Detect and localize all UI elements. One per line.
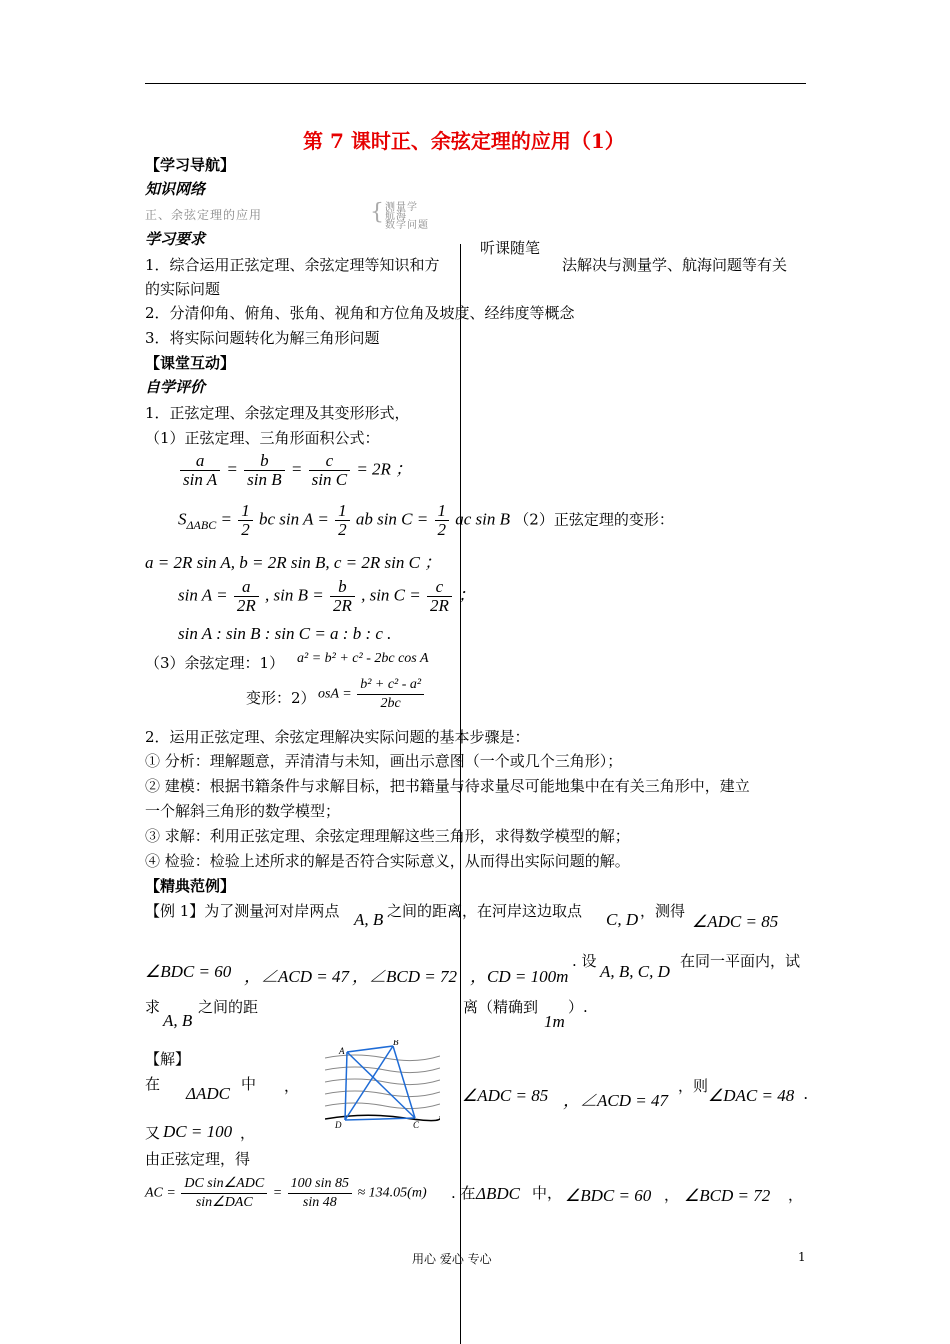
frac-den: 2 [241, 520, 250, 539]
area-formula: $S_{\Delta ABC}$ = $\frac{1}{2}$ bc sin A = $\frac{1}{2}$ ab sin C = $\frac{1}{2}$ ac sin B （2）正弦定理的变形： [178, 501, 674, 539]
frac-den: 2 [437, 520, 446, 539]
classroom-heading: 【课堂互动】 [145, 354, 236, 372]
network-item: 数学问题 [385, 220, 429, 231]
requirements-heading: 学习要求 [145, 230, 206, 248]
solution-text: 由正弦定理，得 [145, 1150, 251, 1168]
example-points-CD: C, D [606, 910, 639, 929]
solution-text: 中， [532, 1184, 563, 1202]
question-1-1: （1）正弦定理、三角形面积公式： [145, 429, 380, 447]
network-left-label: 正、余弦定理的应用 [145, 208, 263, 222]
question-2: 2．运用正弦定理、余弦定理解决实际问题的基本步骤是： [145, 728, 530, 746]
fig-label-C: C [413, 1120, 420, 1130]
points-ABCD: A, B, C, D [600, 962, 670, 981]
frac-num: b² + c² - a² [357, 676, 424, 695]
given-angle-BDC: ∠BDC = 60 [565, 1186, 652, 1205]
frac-den: sin C [311, 470, 348, 489]
sinA-lhs: sin A = [178, 585, 228, 605]
length-DC: DC = 100 [163, 1122, 233, 1141]
angle-ACD: ，∠ACD = 47 [244, 967, 349, 986]
example-text: 之间的距 [198, 998, 259, 1016]
frac-den: 2 [338, 520, 347, 539]
frac-den: sin 48 [302, 1195, 337, 1210]
sine-law-formula: $\frac{a}{\text{sin A}}$ = $\frac{b}{\text{sin B}}$ = $\frac{c}{\text{sin C}}$ = 2R ； [178, 452, 412, 489]
angle-BDC: ∠BDC = 60 [145, 962, 232, 981]
step-checking: ④ 检验：检验上述所求的解是否符合实际意义，从而得出实际问题的解。 [145, 852, 630, 870]
requirement-1-part3: 的实际问题 [145, 280, 221, 298]
step-solving: ③ 求解：利用正弦定理、余弦定理理解这些三角形，求得数学模型的解； [145, 827, 630, 845]
section-nav-heading: 【学习导航】 [145, 156, 236, 174]
brace-icon: { [370, 200, 385, 225]
ac-result: ≈ 134.05(m) [357, 1185, 427, 1201]
example-points-AB: A, B [354, 910, 384, 929]
sine-law-variation-1: a = 2R sin A, b = 2R sin B, c = 2R sin C ； [145, 553, 442, 572]
question-1: 1．正弦定理、余弦定理及其变形形式， [145, 404, 410, 422]
knowledge-network-heading: 知识网络 [145, 180, 206, 198]
given-angle-ACD: ，∠ACD = 47 [563, 1091, 668, 1110]
step-analysis: ① 分析：理解题意，弄清清与未知，画出示意图（一个或几个三角形）； [145, 752, 623, 770]
page-number: 1 [798, 1250, 806, 1264]
requirement-1-part1: 1．综合运用正弦定理、余弦定理等知识和方 [145, 256, 440, 274]
solution-text: 中 [241, 1075, 257, 1093]
solution-text: ，则 [678, 1077, 709, 1095]
fig-label-D: D [335, 1120, 342, 1130]
solution-text: . 在 [451, 1184, 476, 1202]
area-subscript: ΔABC [186, 517, 217, 532]
frac-den: sin B [247, 470, 282, 489]
solution-text: ， [788, 1186, 804, 1204]
triangle-BDC: ΔBDC [476, 1184, 520, 1203]
solution-text: ， [664, 1186, 680, 1204]
cosine-law-label: （3）余弦定理：1） [145, 654, 285, 672]
frac-num: c [309, 452, 350, 471]
fig-label-B: B [393, 1040, 399, 1047]
frac-num: 100 sin 85 [288, 1175, 352, 1194]
sine-law-variation-2 [178, 578, 475, 615]
solution-text: ， [240, 1124, 256, 1142]
ac-formula: AC = $\frac{\text{DC sin∠ADC}}{\text{sin∠DAC}}$ = $\frac{100 \sin 85}{\sin 48}$ ≈ 134.05(m) [145, 1176, 427, 1210]
frac-num: 1 [238, 502, 253, 521]
header-rule [145, 83, 806, 84]
examples-heading: 【精典范例】 [145, 877, 236, 895]
frac-num: b [330, 578, 355, 597]
example-text: ）. [568, 998, 588, 1016]
requirement-1-part2: 法解决与测量学、航海问题等有关 [562, 256, 788, 274]
area-symbol: S [178, 509, 187, 529]
example-text: 之间的距离，在河岸这边取点 [387, 902, 583, 920]
cosine-law-formula: a² = b² + c² - 2bc cos A [297, 651, 429, 666]
example-text: 【例 1】为了测量河对岸两点 [145, 902, 340, 920]
frac-den: 2R [429, 596, 449, 615]
area-term-1: bc sin A = [258, 509, 329, 529]
points-AB: A, B [163, 1011, 193, 1030]
frac-num: b [244, 452, 284, 471]
formula-end: ； [458, 585, 476, 605]
side-note: 听课随笔 [480, 239, 541, 257]
sinC-lhs: , sin C = [361, 585, 421, 605]
footer-text: 用心 爱心 专心 [412, 1252, 492, 1266]
area-term-2: ab sin C = [355, 509, 429, 529]
requirement-3: 3．将实际问题转化为解三角形问题 [145, 329, 380, 347]
frac-den: 2bc [380, 696, 401, 711]
self-study-heading: 自学评价 [145, 378, 206, 396]
sine-ratio-formula: sin A : sin B : sin C = a : b : c . [178, 624, 392, 643]
frac-num: c [427, 578, 452, 597]
deform-label: 变形：2） [246, 689, 316, 707]
requirement-2: 2．分清仰角、俯角、张角、视角和方位角及坡度、经纬度等概念 [145, 304, 575, 322]
frac-num: 1 [335, 502, 350, 521]
frac-num: DC sin∠ADC [181, 1175, 267, 1194]
given-angle-BCD: ∠BCD = 72 [684, 1186, 771, 1205]
frac-num: a [234, 578, 259, 597]
given-angle-ADC: ∠ADC = 85 [462, 1086, 549, 1105]
example-text: ，测得 [640, 902, 686, 920]
river-figure [325, 1040, 440, 1135]
solution-text: 在 [145, 1075, 161, 1093]
page-title: 第 7 课时正、余弦定理的应用（1） [303, 129, 625, 153]
example-text: 离（精确到 [463, 998, 539, 1016]
area-term-3: ac sin B [455, 509, 511, 529]
step-modeling-cont: 一个解斜三角形的数学模型； [145, 802, 341, 820]
result-angle-DAC: ∠DAC = 48 [708, 1086, 795, 1105]
network-item: 测量学 [385, 202, 418, 213]
network-item: 航海 [385, 211, 407, 222]
frac-num: 1 [435, 502, 450, 521]
sinB-lhs: , sin B = [264, 585, 324, 605]
example-text: 在同一平面内，试 [680, 952, 801, 970]
solution-text: ， [284, 1077, 300, 1095]
solution-label: 【解】 [145, 1050, 191, 1068]
angle-BCD: ，∠BCD = 72 [352, 967, 457, 986]
frac-den: sin∠DAC [195, 1195, 253, 1210]
frac-den: 2R [332, 596, 352, 615]
angle-ADC: ∠ADC = 85 [692, 912, 779, 931]
example-text: . 设 [572, 952, 597, 970]
length-CD: ，CD = 100m [470, 967, 569, 986]
cosine-deform-formula [318, 676, 426, 713]
solution-text: 又 [145, 1124, 161, 1142]
example-text: 求 [145, 998, 161, 1016]
precision-unit: 1m [544, 1012, 565, 1031]
deform-lhs: osA = [318, 686, 352, 702]
step-modeling: ② 建模：根据书籍条件与求解目标，把书籍量与待求量尽可能地集中在有关三角形中，建立 [145, 777, 750, 795]
fig-label-A: A [339, 1046, 345, 1056]
period: . [804, 1084, 809, 1103]
ac-lhs: AC = [145, 1185, 176, 1201]
frac-den: sin A [183, 470, 218, 489]
frac-num: a [180, 452, 220, 471]
variation-label: （2）正弦定理的变形： [514, 510, 674, 529]
frac-den: 2R [236, 596, 256, 615]
triangle-ADC: ΔADC [186, 1084, 230, 1103]
sine-law-rhs: = 2R ； [356, 459, 413, 479]
